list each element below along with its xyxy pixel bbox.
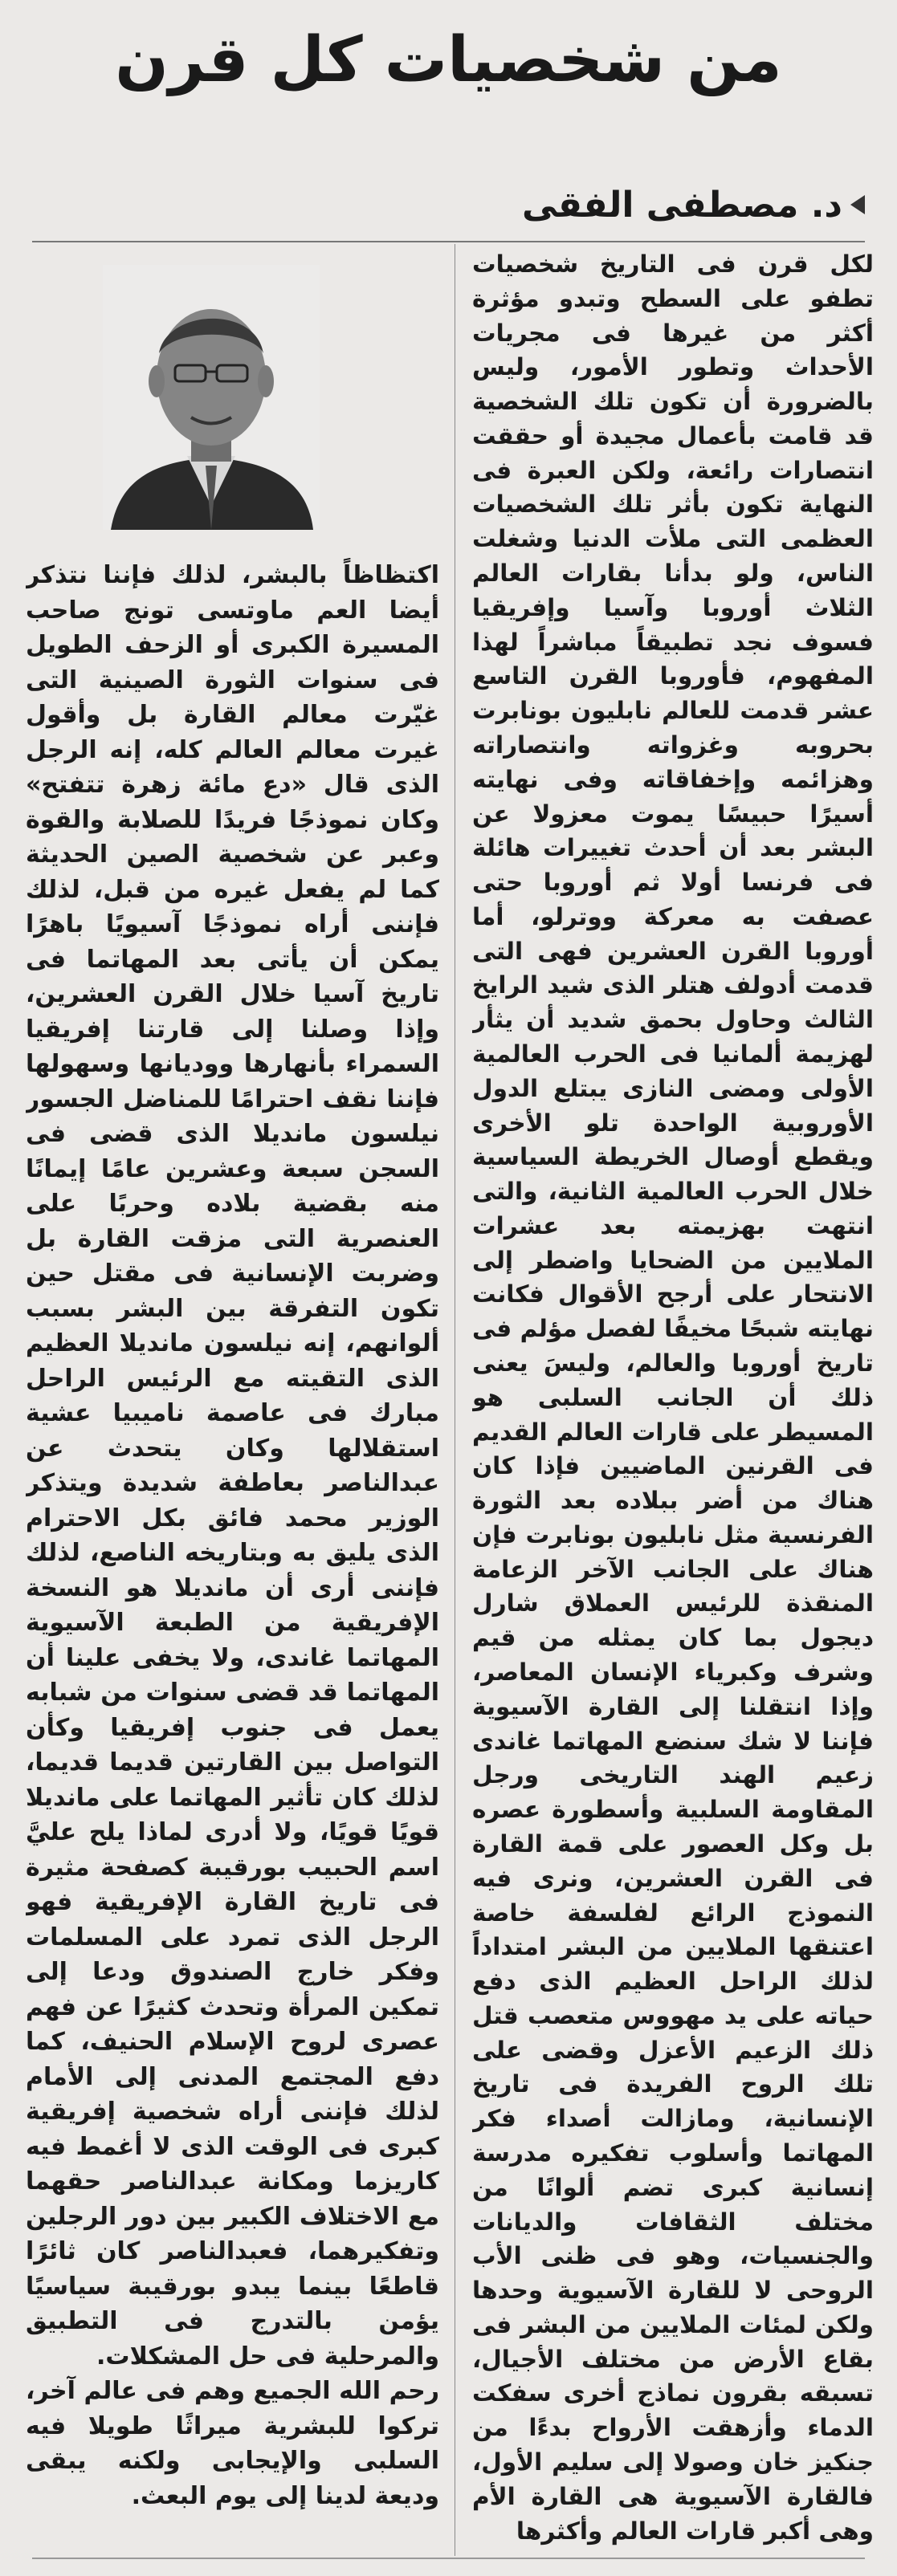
headline: من شخصيات كل قرن: [115, 24, 782, 96]
article-column-left: [26, 558, 439, 2549]
paragraph: لكل قرن فى التاريخ شخصيات تطفو على السطح وتبدو مؤثرة أكثر من غيرها فى مجريات الأحداث وتطور الأمور، وليس بالضرورة أن تكون تلك الشخصية قد قامت بأعمال مجيدة أو حققت انتصارات رائعة، ولكن العبرة فى النهاية تكون بأثر تلك الشخصيات العظمى التى ملأت الدنيا وشغلت الناس، ولو بدأنا بقارات العالم الثلاث أوروبا وآسيا وإفريقيا فسوف نجد تطبيقاً مباشراً لهذا المفهوم، فأوروبا القرن التاسع عشر قدمت للعالم نابليون بونابرت بحروبه وغزواته وانتصاراته وهزائمه وإخفاقاته وفى نهايته أسيرًا حبيسًا يموت معزولا عن البشر بعد أن أحدث تغييرات هائلة فى فرنسا أولا ثم أوروبا حتى عصفت به معركة ووترلو، أما أوروبا القرن العشرين فهى التى قدمت أدولف هتلر الذى شيد الرايخ الثالث وحاول بحمق شديد أن يثأر لهزيمة ألمانيا فى الحرب العالمية الأولى ومضى النازى يبتلع الدول الأوروبية الواحدة تلو الأخرى ويقطع أوصال الخريطة السياسية خلال الحرب العالمية الثانية، والتى انتهت بهزيمته بعد عشرات الملايين من الضحايا واضطر إلى الانتحار على أرجح الأقوال فكانت نهايته شبحًا مخيفًا لفصل مؤلم فى تاريخ أوروبا والعالم، وليسَ يعنى ذلك أن الجانب السلبى هو المسيطر على قارات العالم القديم فى القرنين الماضيين فإذا كان هناك من أضر ببلاده بعد الثورة الفرنسية مثل نابليون بونابرت فإن هناك على الجانب الآخر الزعامة المنقذة للرئيس العملاق شارل ديجول بما كان يمثله من قيم وشرف وكبرياء الإنسان المعاصر، وإذا انتقلنا إلى القارة الآسيوية فإننا لا شك سنضع المهاتما غاندى زعيم الهند التاريخى ورجل المقاومة السلبية وأسطورة عصره بل وكل العصور على قمة القارة فى القرن العشرين، ونرى فيه النموذج الرائع لفلسفة خاصة اعتنقها الملايين من البشر امتداداً لذلك الراحل العظيم الذى دفع حياته على يد مهووس متعصب قتل ذلك الزعيم الأعزل وقضى على تلك الروح الفريدة فى تاريخ الإنسانية، ومازالت أصداء فكر المهاتما وأسلوب تفكيره مدرسة إنسانية كبرى تضم ألوانًا من مختلف الثقافات والديانات والجنسيات، وهو فى ظنى الأب الروحى لا للقارة الآسيوية وحدها ولكن لمئات الملايين من البشر فى بقاع الأرض من مختلف الأجيال، تسبقه بقرون نماذج أخرى سفكت الدماء وأزهقت الأرواح بدءًا من جنكيز خان وصولا إلى سليم الأول، فالقارة الآسيوية هى القارة الأم وهى أكبر قارات العالم وأكثرها: [472, 250, 874, 2545]
paragraph: رحم الله الجميع وهم فى عالم آخر، تركوا للبشرية ميراثًا طويلا فيه السلبى والإيجابى ولكنه يبقى وديعة لدينا إلى يوم البعث.: [26, 2377, 439, 2510]
top-rule: [32, 241, 865, 242]
bottom-rule: [32, 2558, 865, 2559]
triangle-left-icon: [850, 195, 865, 214]
paragraph: اكتظاظاً بالبشر، لذلك فإننا نتذكر أيضا العم ماوتسى تونج صاحب المسيرة الكبرى أو الزحف الطويل فى سنوات الثورة الصينية التى غيّرت معالم القارة بل وأقول غيرت معالم العالم كله، إنه الرجل الذى قال «دع مائة زهرة تتفتح» وكان نموذجًا فريدًا للصلابة والقوة وعبر عن شخصية الصين الحديثة كما لم يفعل غيره من قبل، لذلك فإننى أراه نموذجًا آسيويًا باهرًا يمكن أن يأتى بعد المهاتما فى تاريخ آسيا خلال القرن العشرين، وإذا وصلنا إلى قارتنا إفريقيا السمراء بأنهارها ووديانها وسهولها فإننا نقف احترامًا للمناضل الجسور نيلسون مانديلا الذى قضى فى السجن سبعة وعشرين عامًا إيمانًا منه بقضية بلاده وحربًا على العنصرية التى مزقت القارة بل وضربت الإنسانية فى مقتل حين تكون التفرقة بين البشر بسبب ألوانهم، إنه نيلسون مانديلا العظيم الذى التقيته مع الرئيس الراحل مبارك فى عاصمة ناميبيا عشية استقلالها وكان يتحدث عن عبدالناصر بعاطفة شديدة ويتذكر الوزير محمد فائق بكل الاحترام الذى يليق به وبتاريخه الناصع، لذلك فإننى أرى أن مانديلا هو النسخة الإفريقية من الطبعة الآسيوية المهاتما غاندى، ولا يخفى علينا أن المهاتما قد قضى سنوات من شبابه يعمل فى جنوب إفريقيا وكأن التواصل بين القارتين قديما قديما، لذلك كان تأثير المهاتما على مانديلا قويًا قويًا، ولا أدرى لماذا يلح عليَّ اسم الحبيب بورقيبة كصفحة مثيرة فى تاريخ القارة الإفريقية فهو الرجل الذى تمرد على المسلمات وفكر خارج الصندوق ودعا إلى تمكين المرأة وتحدث كثيرًا عن فهم عصرى لروح الإسلام الحنيف، كما دفع المجتمع المدنى إلى الأمام لذلك فإننى أراه شخصية إفريقية كبرى فى الوقت الذى لا أغمط فيه كاريزما ومكانة عبدالناصر حقهما مع الاختلاف الكبير بين دور الرجلين وتفكيرهما، فعبدالناصر كان ثائرًا قاطعًا بينما يبدو بورقيبة سياسيًا يؤمن بالتدرج فى التطبيق والمرحلية فى حل المشكلات.: [26, 561, 439, 2370]
byline: [522, 181, 865, 229]
author-name: د. مصطفى الفقى: [521, 184, 842, 226]
author-photo: [103, 265, 320, 530]
article-column-right: [472, 247, 874, 2556]
